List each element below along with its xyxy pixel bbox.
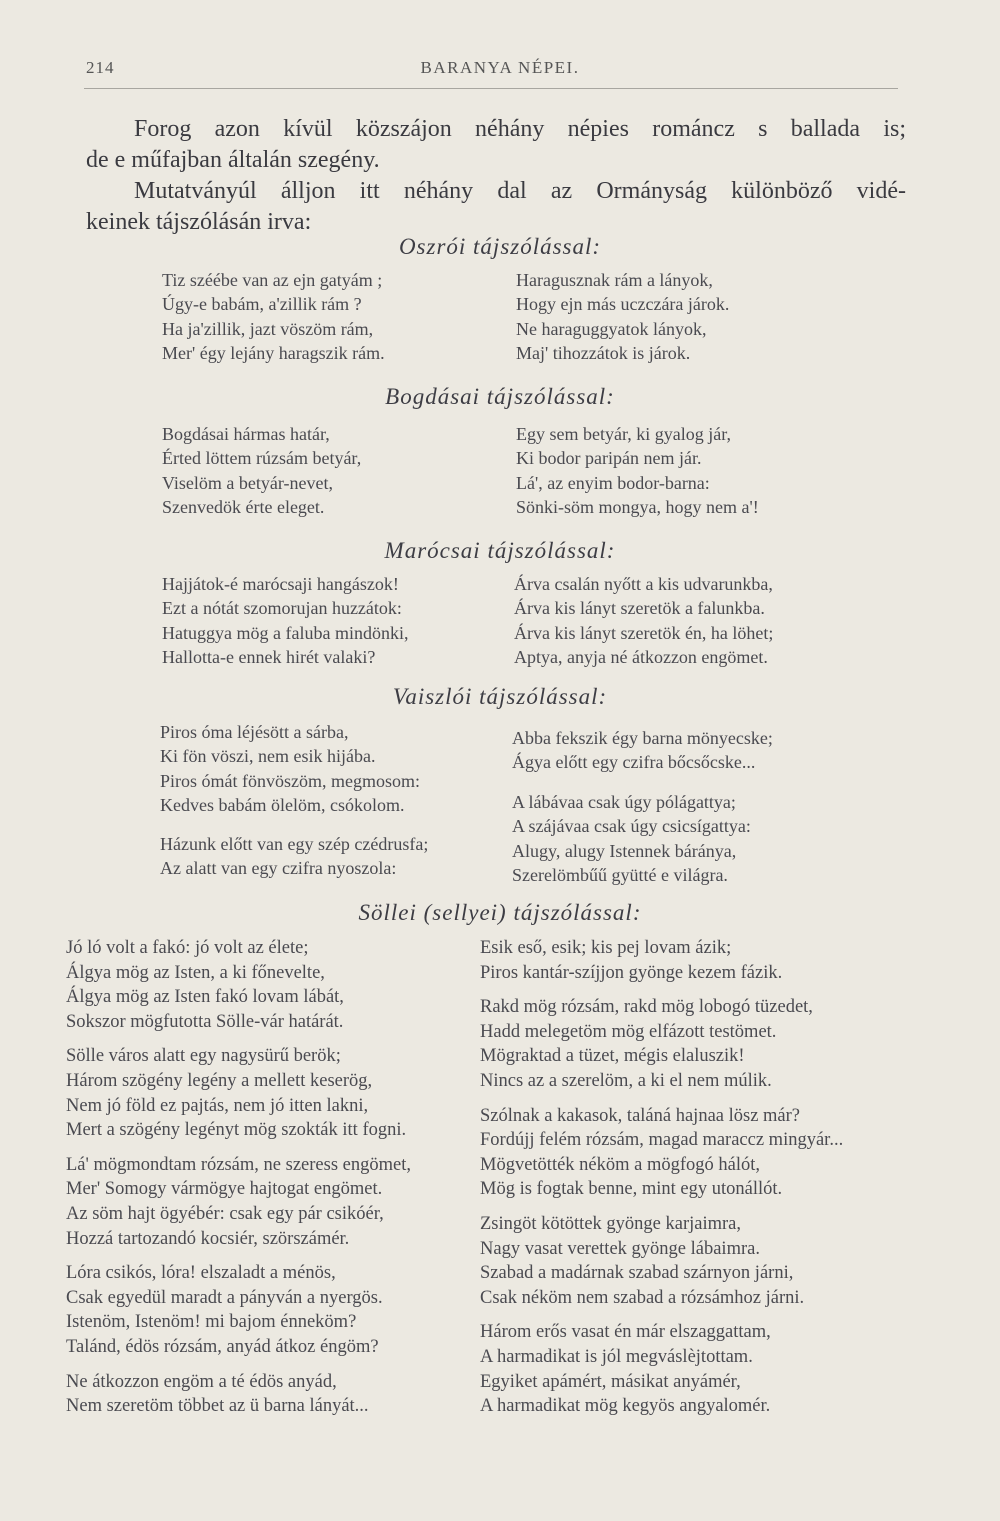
stanza-gap	[66, 1360, 411, 1370]
intro-line: Mutatványúl álljon itt néhány dal az Ormányság különböző vidé-	[134, 178, 906, 204]
verse-line: Szólnak a kakasok, taláná hajnaa lösz már?	[480, 1105, 801, 1126]
section-title-vaiszloi: Vaiszlói tájszólással:	[392, 684, 608, 709]
section-title-bogdasai: Bogdásai tájszólással:	[385, 384, 615, 409]
verse-line: A harmadikat is jól megváslèjtottam.	[480, 1346, 753, 1367]
poem-column-left	[162, 422, 361, 519]
verse-line: Érted löttem rúzsám betyár,	[162, 448, 362, 469]
verse-line: A harmadikat mög kegyös angyalomér.	[480, 1396, 771, 1417]
poem-column-right	[512, 726, 773, 775]
header-rule	[84, 88, 898, 89]
verse-line: Mögraktad a tüzet, mégis elaluszik!	[480, 1046, 745, 1067]
verse-line: Ne átkozzon engöm a té édös anyád,	[66, 1371, 337, 1392]
verse-line: Ki bodor paripán nem jár.	[516, 448, 702, 469]
poem-column-right	[514, 572, 773, 669]
verse-line: Árva csalán nyőtt a kis udvarunkba,	[514, 574, 773, 594]
verse-line: Álgya mög az Isten fakó lovam lábát,	[66, 987, 344, 1008]
verse-line: Álgya mög az Isten, a ki főnevelte,	[66, 962, 325, 983]
section-title-marocsai: Marócsai tájszólással:	[384, 538, 616, 563]
poem-column-left	[162, 572, 408, 669]
verse-line: Rakd mög rózsám, rakd mög lobogó tüzedet,	[480, 997, 813, 1018]
verse-line: Sönki-söm mongya, hogy nem a'!	[516, 496, 759, 517]
verse-line: A szájávaa csak úgy csicsígattya:	[512, 816, 751, 837]
verse-line: Viselöm a betyár-nevet,	[162, 472, 333, 493]
poem-column-right	[512, 790, 751, 887]
verse-line: Haragusznak rám a lányok,	[516, 270, 713, 290]
verse-line: Szerelömbűű gyütté e világra.	[512, 864, 728, 885]
verse-line: Az alatt van egy czifra nyoszola:	[160, 858, 397, 879]
verse-line: Hadd melegetöm mög elfázott testömet.	[480, 1021, 777, 1042]
verse-line: Mer' égy lejány haragszik rám.	[162, 342, 385, 363]
verse-line: Sölle város alatt egy nagysürű berök;	[66, 1046, 341, 1067]
verse-line: Fordújj felém rózsám, magad maraccz mingyár...	[480, 1130, 844, 1151]
verse-line: Mer' Somogy vármögye hajtogat engömet.	[66, 1179, 383, 1200]
intro-text	[86, 114, 906, 238]
verse-line: Tiz széébe van az ejn gatyám ;	[162, 270, 383, 290]
poem-column-left	[160, 832, 428, 881]
verse-line: A lábávaa csak úgy pólágattya;	[512, 792, 736, 812]
verse-line: Egy sem betyár, ki gyalog jár,	[516, 424, 731, 444]
verse-line: Csak egyedül maradt a pányván a nyergös.	[66, 1287, 383, 1308]
verse-line: Ne haraguggyatok lányok,	[516, 318, 707, 339]
verse-line: Úgy-e babám, a'zillik rám ?	[162, 294, 362, 315]
verse-line: Hogy ejn más uczczára járok.	[516, 294, 730, 315]
verse-line: Az söm hajt ögyébér: csak egy pár csikóér,	[66, 1203, 384, 1224]
verse-line: Lóra csikós, lóra! elszaladt a ménös,	[66, 1263, 336, 1284]
verse-line: Szenvedök érte eleget.	[162, 496, 325, 517]
verse-line: Ki fön vöszi, nem esik hijába.	[160, 746, 376, 767]
verse-line: Abba fekszik égy barna mönyecske;	[512, 728, 773, 748]
verse-line: Ágya előtt egy czifra bőcsőcske...	[512, 752, 756, 773]
section-title-sollei: Söllei (sellyei) tájszólással:	[358, 900, 642, 925]
verse-line: Nem jó föld ez pajtás, nem jó itten lakni,	[66, 1095, 369, 1116]
verse-line: Kedves babám ölelöm, csókolom.	[160, 794, 405, 815]
verse-line: Nincs az a szerelöm, a ki el nem múlik.	[480, 1070, 772, 1091]
verse-line: Nagy vasat verettek gyönge lábaimra.	[480, 1238, 760, 1259]
verse-line: Sokszor mögfutotta Sölle-vár határát.	[66, 1011, 344, 1032]
stanza-gap	[480, 1310, 843, 1320]
verse-line: Nem szeretöm többet az ü barna lányát...	[66, 1396, 369, 1417]
verse-line: Lá', az enyim bodor-barna:	[516, 472, 710, 493]
stanza-gap	[66, 1143, 411, 1153]
verse-line: Talánd, édös rózsám, anyád átkoz éngöm?	[66, 1336, 379, 1357]
verse-line: Három erős vasat én már elszaggattam,	[480, 1322, 771, 1343]
verse-line: Zsingöt kötöttek gyönge karjaimra,	[480, 1213, 741, 1234]
stanza-gap	[480, 985, 843, 995]
verse-line: Ha ja'zillik, jazt vöszöm rám,	[162, 318, 374, 339]
poem-column-right	[516, 422, 759, 519]
verse-line: Csak néköm nem szabad a rózsámhoz járni.	[480, 1287, 805, 1308]
verse-line: Házunk előtt van egy szép czédrusfa;	[160, 834, 429, 854]
verse-line: Piros ómát fönvöszöm, megmosom:	[160, 770, 420, 791]
stanza-gap	[480, 1202, 843, 1212]
poem-column-right	[480, 936, 843, 1419]
verse-line: Piros kantár-szíjjon gyönge kezem fázik.	[480, 962, 783, 983]
stanza-gap	[480, 1094, 843, 1104]
verse-line: Hajjátok-é marócsaji hangászok!	[162, 574, 399, 594]
poem-column-right	[516, 268, 729, 365]
verse-line: Hatuggya mög a faluba mindönki,	[162, 622, 409, 643]
poem-column-left	[162, 268, 385, 365]
stanza-gap	[66, 1251, 411, 1261]
verse-line: Hozzá tartozandó kocsiér, szörszámér.	[66, 1228, 350, 1249]
intro-line: keinek tájszólásán irva:	[86, 209, 312, 235]
verse-line: Piros óma léjésött a sárba,	[160, 722, 349, 742]
page-header	[0, 52, 1000, 92]
verse-line: Esik eső, esik; kis pej lovam ázik;	[480, 938, 732, 958]
page-number: 214	[86, 58, 115, 77]
verse-line: Mögvetötték néköm a mögfogó hálót,	[480, 1154, 761, 1175]
verse-line: Árva kis lányt szeretök a falunkba.	[514, 598, 765, 619]
verse-line: Lá' mögmondtam rózsám, ne szeress engömet,	[66, 1154, 411, 1175]
verse-line: Három szögény legény a mellett keserög,	[66, 1070, 373, 1091]
verse-line: Egyiket apámért, másikat anyámér,	[480, 1371, 741, 1392]
verse-line: Árva kis lányt szeretök én, ha löhet;	[514, 622, 774, 643]
verse-line: Aptya, anyja né átkozzon engömet.	[514, 646, 768, 667]
verse-line: Hallotta-e ennek hirét valaki?	[162, 646, 376, 667]
verse-line: Bogdásai hármas határ,	[162, 424, 330, 444]
poem-column-left	[160, 720, 420, 817]
verse-line: Maj' tihozzátok is járok.	[516, 342, 691, 363]
running-title: BARANYA NÉPEI.	[420, 58, 580, 77]
verse-line: Mert a szögény legényt mög szokták itt fogni.	[66, 1120, 407, 1141]
intro-line: Forog azon kívül közszájon néhány népies románcz s ballada is;	[134, 116, 906, 142]
verse-line: Szabad a madárnak szabad szárnyon járni,	[480, 1263, 794, 1284]
verse-line: Jó ló volt a fakó: jó volt az élete;	[66, 938, 309, 958]
verse-line: Mög is fogtak benne, mint egy utonállót.	[480, 1179, 783, 1200]
verse-line: Istenöm, Istenöm! mi bajom énneköm?	[66, 1312, 357, 1333]
verse-line: Alugy, alugy Istennek báránya,	[512, 840, 737, 861]
section-title-oszroi: Oszrói tájszólással:	[398, 234, 602, 259]
verse-line: Ezt a nótát szomorujan huzzátok:	[162, 598, 402, 619]
poem-column-left	[66, 936, 411, 1419]
intro-line: de e műfajban általán szegény.	[86, 147, 380, 173]
stanza-gap	[66, 1034, 411, 1044]
